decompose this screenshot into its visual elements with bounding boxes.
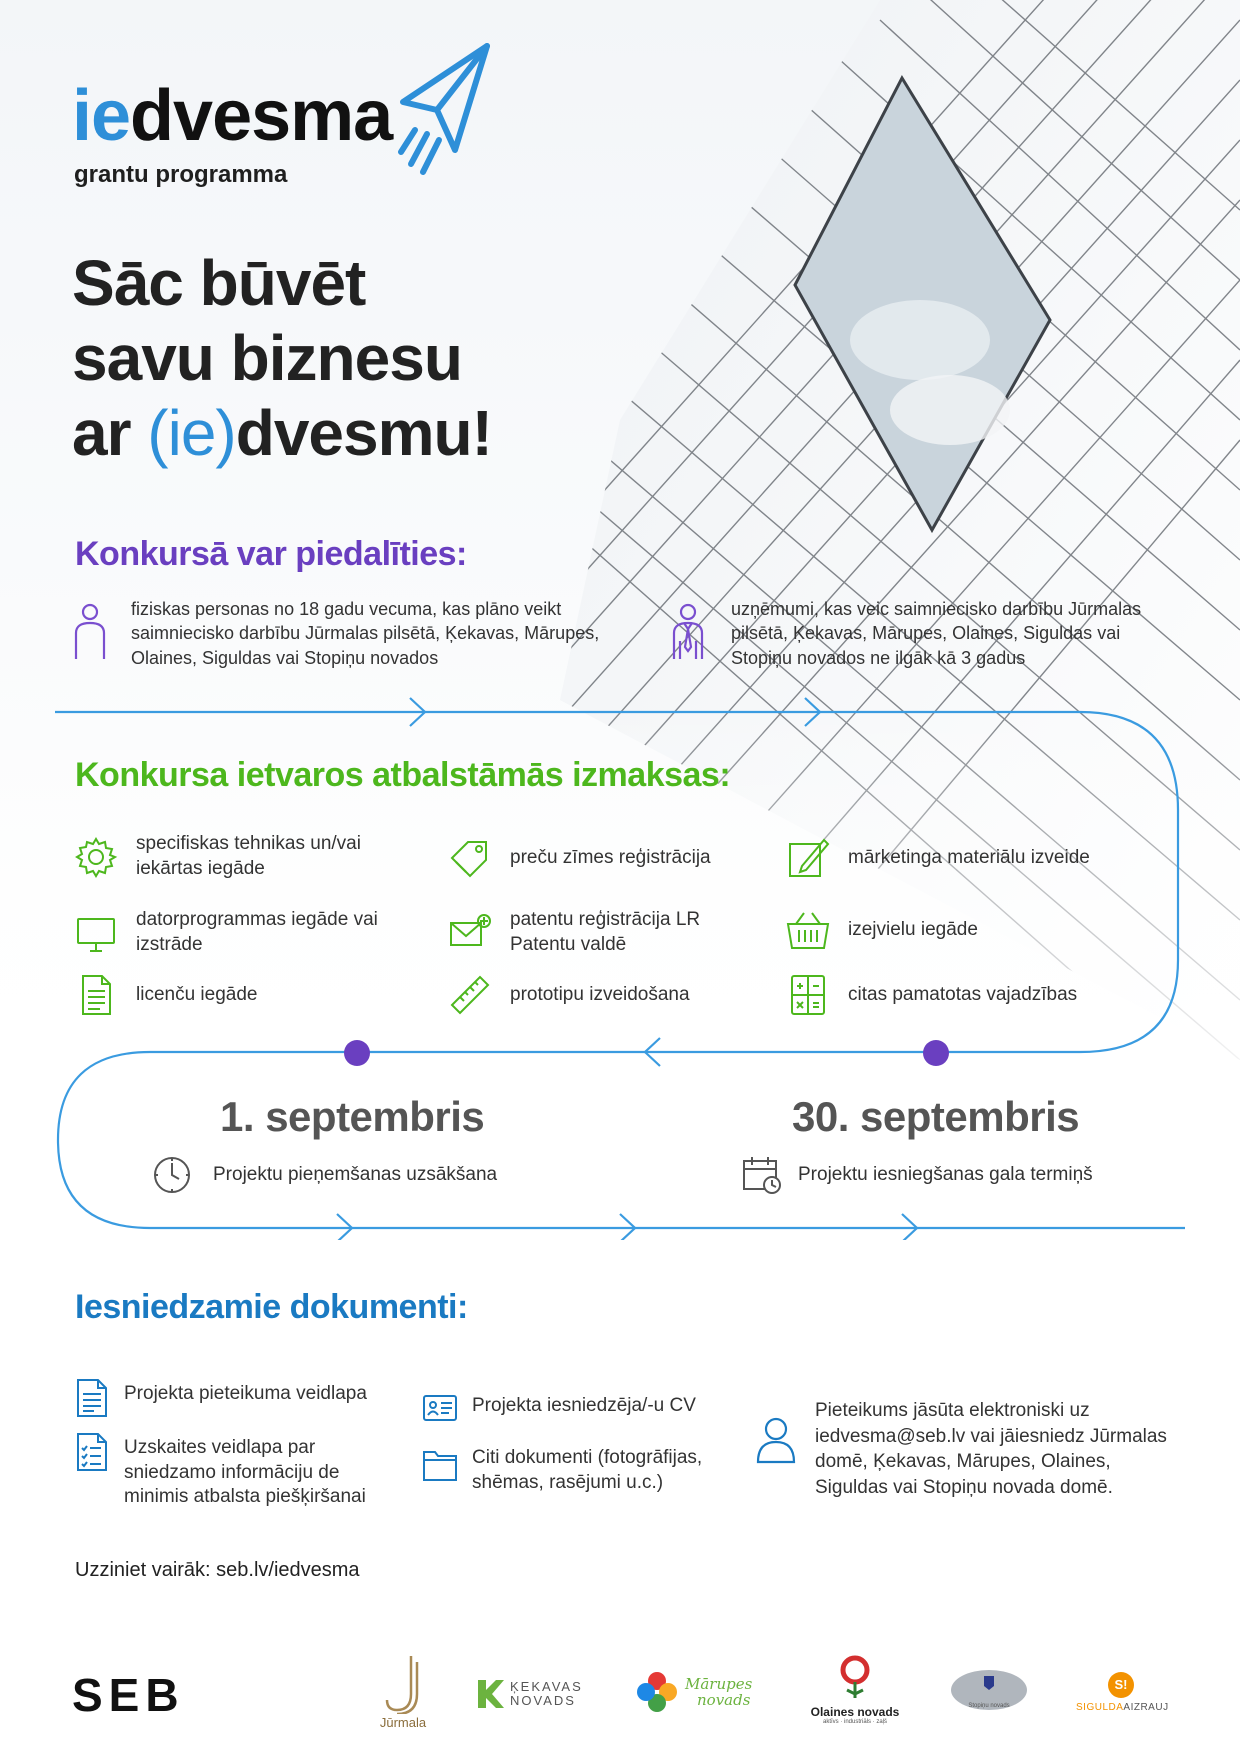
olaine-emblem-icon — [835, 1654, 875, 1700]
kekava-logo-line1: ĶEKAVAS — [510, 1679, 583, 1695]
headline — [72, 246, 492, 471]
submission-text: Pieteikums jāsūta elektroniski uz iedvesma@seb.lv vai jāiesniedz Jūrmalas domē, Ķekavas, Mārupes, Olaines, Siguldas vai Stopiņu novada domē. — [815, 1400, 1167, 1498]
learn-more-link[interactable]: Uzziniet vairāk: seb.lv/iedvesma — [75, 1559, 360, 1581]
stopini-logo-text: Stopiņu novads — [968, 1703, 1010, 1709]
doc-de-minimis-form — [74, 1432, 394, 1510]
tag-icon — [448, 836, 492, 880]
jurmala-logo — [368, 1654, 438, 1730]
cost-materials — [786, 908, 1116, 952]
cost-trademark-label: preču zīmes reģistrācija — [510, 846, 711, 868]
jurmala-logo-text: Jūrmala — [379, 1715, 427, 1730]
participant-individuals-text: fiziskas personas no 18 gadu vecuma, kas plāno veikt saimniecisko darbību Jūrmalas pilsētā, Ķekavas, Mārupes, Olaines, Siguldas vai Stopiņu novados — [131, 599, 600, 668]
cost-patent — [448, 908, 748, 957]
ruler-icon — [448, 973, 492, 1017]
participant-companies-text: uzņēmumi, kas veic saimniecisko darbību Jūrmalas pilsētā, Ķekavas, Mārupes, Olaines, Siguldas vai Stopiņu novados ne ilgāk kā 3 gadus — [731, 599, 1142, 668]
headline-ie: ie — [167, 396, 216, 469]
logo-prefix: ie — [72, 76, 131, 156]
headline-line-2: savu biznesu — [72, 321, 462, 394]
sigulda-logo — [1076, 1672, 1169, 1713]
end-date-marker — [923, 1040, 949, 1066]
end-date-label: Projektu iesniegšanas gala termiņš — [798, 1164, 1093, 1185]
cost-licenses — [74, 973, 394, 1017]
envelope-plus-icon — [448, 911, 492, 955]
headline-line-3-post: dvesmu! — [235, 396, 492, 469]
headline-line-3 — [72, 396, 492, 471]
cost-marketing — [786, 836, 1116, 880]
document-icon — [74, 973, 118, 1017]
gear-icon — [74, 835, 118, 879]
logo-subtitle: grantu programma — [74, 161, 288, 188]
cost-software-label: datorprogrammas iegāde vai izstrāde — [136, 909, 378, 955]
stopini-logo — [948, 1666, 1030, 1709]
cost-trademark — [448, 836, 748, 880]
paper-plane-icon — [395, 40, 495, 190]
start-date: 1. septembris — [220, 1093, 485, 1140]
person-icon — [72, 603, 108, 661]
calendar-icon — [742, 1155, 782, 1195]
olaine-logo — [805, 1654, 905, 1725]
id-card-icon — [422, 1388, 458, 1428]
marupe-logo — [635, 1670, 752, 1714]
user-icon — [755, 1416, 797, 1464]
monitor-icon — [74, 911, 118, 955]
documents-title: Iesniedzamie dokumenti: — [75, 1288, 468, 1326]
form-icon — [74, 1378, 110, 1418]
kekava-logo-line2: NOVADS — [510, 1693, 576, 1708]
headline-paren-open: ( — [147, 396, 168, 469]
doc-other — [422, 1444, 722, 1495]
cost-other — [786, 973, 1116, 1017]
sigulda-text-post: AIZRAUJ — [1123, 1702, 1169, 1713]
participants-title: Konkursā var piedalīties: — [75, 535, 467, 573]
cost-materials-label: izejvielu iegāde — [848, 918, 978, 940]
businessman-icon — [670, 603, 706, 661]
doc-application-form — [74, 1378, 404, 1418]
olaine-logo-text: Olaines novads — [810, 1705, 900, 1719]
doc-de-minimis-form-label: Uzskaites veidlapa par sniedzamo informāciju de minimis atbalsta piešķiršanai — [124, 1437, 366, 1508]
costs-title: Konkursa ietvaros atbalstāmās izmaksas: — [75, 756, 731, 794]
kekava-logo — [478, 1680, 583, 1708]
cost-other-label: citas pamatotas vajadzības — [848, 983, 1078, 1005]
cost-licenses-label: licenču iegāde — [136, 983, 258, 1005]
olaine-logo-tagline: aktīvs · industriāls · zaļš — [822, 1719, 888, 1725]
seb-logo-text: SEB — [72, 1669, 185, 1721]
jurmala-emblem-icon — [381, 1654, 425, 1714]
start-date-marker — [344, 1040, 370, 1066]
marupe-logo-line2: novads — [697, 1691, 751, 1709]
headline-paren-close: ) — [215, 396, 236, 469]
calculator-icon — [786, 973, 830, 1017]
cost-patent-label: patentu reģistrācija LR Patentu valdē — [510, 909, 701, 955]
folder-icon — [422, 1444, 458, 1484]
cost-prototype — [448, 973, 748, 1017]
marupe-flower-icon — [635, 1670, 679, 1714]
sigulda-text-pre: SIGULDA — [1076, 1702, 1124, 1713]
cost-prototype-label: prototipu izveidošana — [510, 983, 690, 1005]
doc-cv — [422, 1388, 722, 1428]
marupe-logo-line1: Mārupes — [685, 1674, 753, 1693]
cost-equipment-label: specifiskas tehnikas un/vai iekārtas iegāde — [136, 833, 361, 879]
doc-application-form-label: Projekta pieteikuma veidlapa — [124, 1383, 367, 1404]
cost-software — [74, 908, 394, 957]
basket-icon — [786, 908, 830, 952]
start-date-label: Projektu pieņemšanas uzsākšana — [213, 1164, 498, 1185]
doc-cv-label: Projekta iesniedzēja/-u CV — [472, 1395, 696, 1416]
headline-line-3-pre: ar — [72, 396, 148, 469]
kekava-k-icon — [478, 1680, 504, 1708]
seb-logo — [72, 1668, 185, 1722]
end-date: 30. septembris — [792, 1093, 1080, 1140]
logo-suffix: dvesma — [130, 76, 393, 156]
pencil-icon — [786, 836, 830, 880]
iedvesma-logo-wordmark — [72, 76, 393, 156]
clock-icon — [152, 1155, 192, 1195]
cost-marketing-label: mārketinga materiālu izveide — [848, 846, 1090, 868]
doc-other-label: Citi dokumenti (fotogrāfijas, shēmas, rasējumi u.c.) — [472, 1447, 703, 1493]
checklist-icon — [74, 1432, 110, 1472]
headline-line-1: Sāc būvēt — [72, 247, 366, 319]
cost-equipment — [74, 832, 394, 881]
sigulda-mark: S! — [1108, 1672, 1134, 1698]
